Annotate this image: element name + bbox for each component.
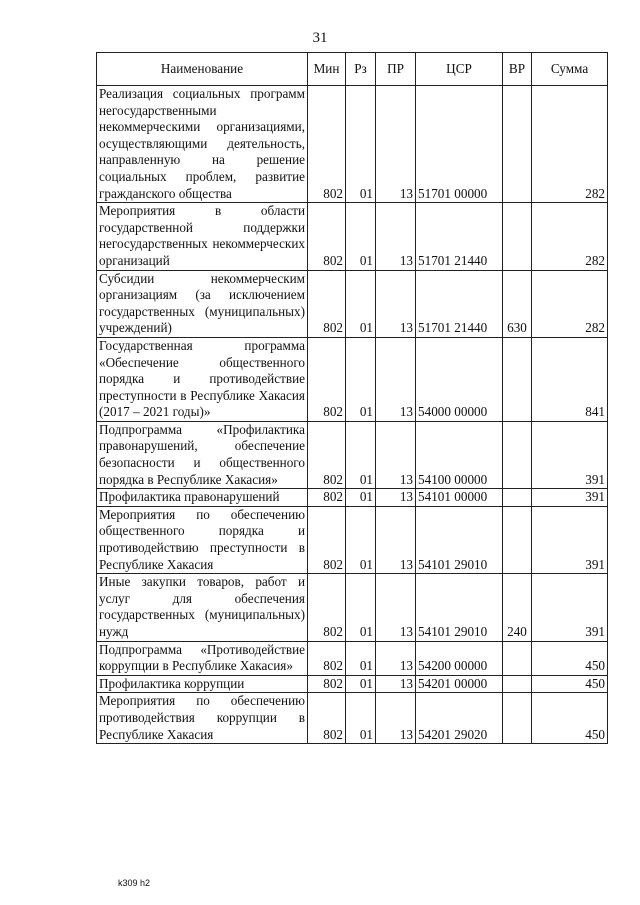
cell-pr: 13 (376, 203, 416, 270)
cell-rz: 01 (346, 693, 376, 744)
cell-csr: 51701 00000 (416, 86, 503, 203)
cell-sum: 391 (532, 506, 608, 573)
cell-rz: 01 (346, 641, 376, 675)
cell-csr: 54201 29020 (416, 693, 503, 744)
cell-rz: 01 (346, 337, 376, 421)
header-vr: ВР (503, 53, 532, 86)
table-row (97, 270, 608, 337)
cell-min: 802 (308, 86, 346, 203)
cell-min: 802 (308, 489, 346, 507)
table-row (97, 421, 608, 488)
cell-sum: 282 (532, 270, 608, 337)
cell-name: Подпрограмма «Противодействие коррупции в Республике Хакасия» (97, 641, 308, 675)
cell-vr: 240 (503, 574, 532, 641)
cell-name: Мероприятия в области государственной поддержки негосударственных некоммерческих организаций (97, 203, 308, 270)
cell-pr: 13 (376, 506, 416, 573)
cell-pr: 13 (376, 270, 416, 337)
cell-csr: 54200 00000 (416, 641, 503, 675)
cell-pr: 13 (376, 489, 416, 507)
cell-pr: 13 (376, 421, 416, 488)
cell-sum: 282 (532, 203, 608, 270)
cell-vr (503, 506, 532, 573)
cell-name: Субсидии некоммерческим организациям (за исключением государственных (муниципальных) учреждений) (97, 270, 308, 337)
cell-min: 802 (308, 421, 346, 488)
cell-rz: 01 (346, 270, 376, 337)
cell-min: 802 (308, 203, 346, 270)
table-row (97, 693, 608, 744)
header-csr: ЦСР (416, 53, 503, 86)
cell-name: Профилактика коррупции (97, 675, 308, 693)
cell-vr (503, 489, 532, 507)
header-row (97, 53, 608, 86)
table-row (97, 641, 608, 675)
footer-code: k309 h2 (118, 878, 151, 888)
cell-csr: 54101 29010 (416, 574, 503, 641)
header-sum: Сумма (532, 53, 608, 86)
cell-csr: 54101 00000 (416, 489, 503, 507)
cell-min: 802 (308, 270, 346, 337)
cell-sum: 841 (532, 337, 608, 421)
cell-sum: 450 (532, 675, 608, 693)
cell-name: Реализация социальных программ негосударственными некоммерческими организациями, осуществляющими деятельность, направленную на решение социальных проблем, развитие гражданского общества (97, 86, 308, 203)
cell-vr (503, 337, 532, 421)
cell-rz: 01 (346, 489, 376, 507)
cell-sum: 391 (532, 574, 608, 641)
cell-rz: 01 (346, 675, 376, 693)
cell-sum: 450 (532, 641, 608, 675)
cell-name: Профилактика правонарушений (97, 489, 308, 507)
cell-vr (503, 675, 532, 693)
cell-name: Государственная программа «Обеспечение общественного порядка и противодействие преступности в Республике Хакасия (2017 – 2021 годы)» (97, 337, 308, 421)
cell-name: Мероприятия по обеспечению противодействия коррупции в Республике Хакасия (97, 693, 308, 744)
cell-pr: 13 (376, 574, 416, 641)
table-row (97, 574, 608, 641)
cell-pr: 13 (376, 641, 416, 675)
page-number: 31 (312, 30, 328, 46)
budget-table (96, 52, 608, 744)
cell-vr (503, 641, 532, 675)
cell-vr: 630 (503, 270, 532, 337)
cell-min: 802 (308, 641, 346, 675)
cell-sum: 391 (532, 489, 608, 507)
table-row (97, 489, 608, 507)
cell-rz: 01 (346, 506, 376, 573)
cell-min: 802 (308, 574, 346, 641)
cell-min: 802 (308, 675, 346, 693)
cell-vr (503, 693, 532, 744)
cell-name: Иные закупки товаров, работ и услуг для обеспечения государственных (муниципальных) нужд (97, 574, 308, 641)
cell-min: 802 (308, 337, 346, 421)
cell-rz: 01 (346, 203, 376, 270)
table-row (97, 675, 608, 693)
cell-csr: 54201 00000 (416, 675, 503, 693)
table-row (97, 506, 608, 573)
cell-vr (503, 203, 532, 270)
cell-pr: 13 (376, 675, 416, 693)
cell-csr: 51701 21440 (416, 203, 503, 270)
cell-pr: 13 (376, 693, 416, 744)
cell-vr (503, 421, 532, 488)
cell-pr: 13 (376, 86, 416, 203)
header-min: Мин (308, 53, 346, 86)
table-row (97, 203, 608, 270)
cell-min: 802 (308, 693, 346, 744)
cell-sum: 391 (532, 421, 608, 488)
cell-rz: 01 (346, 574, 376, 641)
cell-csr: 51701 21440 (416, 270, 503, 337)
cell-csr: 54100 00000 (416, 421, 503, 488)
cell-pr: 13 (376, 337, 416, 421)
cell-rz: 01 (346, 421, 376, 488)
header-pr: ПР (376, 53, 416, 86)
header-name: Наименование (97, 53, 308, 86)
cell-name: Подпрограмма «Профилактика правонарушений, обеспечение безопасности и общественного порядка в Республике Хакасия» (97, 421, 308, 488)
cell-csr: 54000 00000 (416, 337, 503, 421)
table-row (97, 337, 608, 421)
cell-name: Мероприятия по обеспечению общественного порядка и противодействию преступности в Республике Хакасия (97, 506, 308, 573)
table-row (97, 86, 608, 203)
cell-rz: 01 (346, 86, 376, 203)
cell-sum: 282 (532, 86, 608, 203)
header-rz: Рз (346, 53, 376, 86)
cell-min: 802 (308, 506, 346, 573)
cell-sum: 450 (532, 693, 608, 744)
cell-vr (503, 86, 532, 203)
cell-csr: 54101 29010 (416, 506, 503, 573)
